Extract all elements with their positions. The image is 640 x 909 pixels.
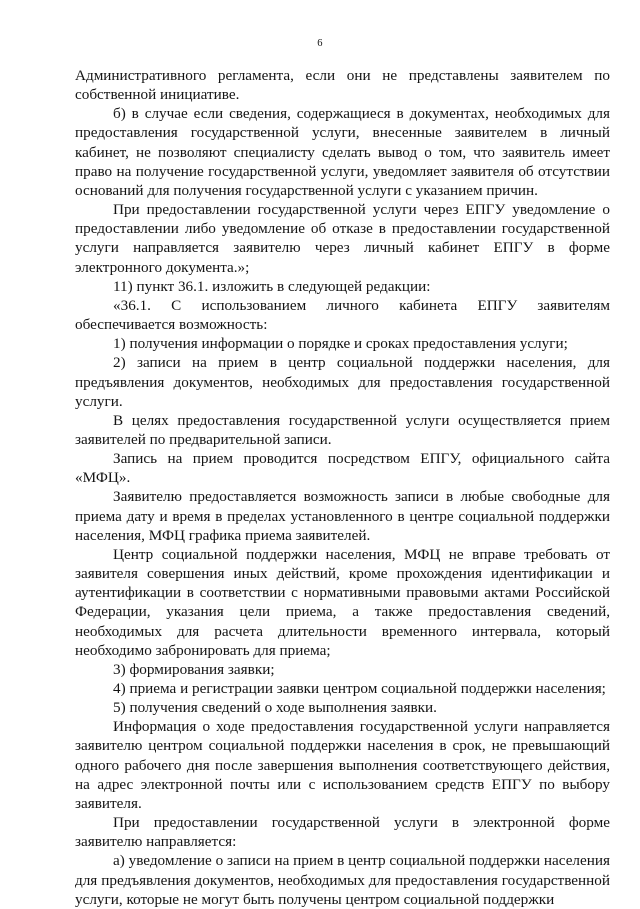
paragraph: б) в случае если сведения, содержащиеся в документах, необходимых для предоставления государственной услуги, внесенные заявителем в личный кабинет, не позволяют специалисту сделать вывод о том, что заявитель имеет право на получение государственной услуги, уведомляет заявителя об отсутствии оснований для получения государственной услуги с указанием причин. [75,105,610,199]
paragraph: «36.1. С использованием личного кабинета ЕПГУ заявителям обеспечивается возможность: [75,296,610,334]
document-body [75,66,610,909]
paragraph: а) уведомление о записи на прием в центр социальной поддержки населения для предъявления документов, необходимых для предоставления государственной услуги, которые не могут быть получены центром социальной поддержки [75,852,610,908]
paragraph: Информация о ходе предоставления государственной услуги направляется заявителю центром социальной поддержки населения в срок, не превышающий одного рабочего дня после завершения выполнения соответствующего действия, на адрес электронной почты или с использованием средств ЕПГУ по выбору заявителя. [75,718,610,812]
paragraph: 11) пункт 36.1. изложить в следующей редакции: [113,277,431,295]
paragraph: Центр социальной поддержки населения, МФЦ не вправе требовать от заявителя совершения иных действий, кроме прохождения идентификации и аутентификации в соответствии с нормативными правовыми актами Российской Федерации, указания цели приема, а также предоставления сведений, необходимых для расчета длительности временного интервала, который необходимо забронировать для приема; [75,545,610,659]
paragraph: Заявителю предоставляется возможность записи в любые свободные для приема дату и время в пределах установленного в центре социальной поддержки населения, МФЦ графика приема заявителей. [75,488,610,544]
paragraph: При предоставлении государственной услуги через ЕПГУ уведомление о предоставлении либо уведомление об отказе в предоставлении государственной услуги направляется заявителю через личный кабинет ЕПГУ в форме электронного документа.»; [75,201,610,276]
paragraph: 1) получения информации о порядке и сроках предоставления услуги; [113,335,568,353]
paragraph: 3) формирования заявки; [113,660,275,678]
paragraph: При предоставлении государственной услуги в электронной форме заявителю направляется: [75,814,610,851]
paragraph: 2) записи на прием в центр социальной поддержки населения, для предъявления документов, необходимых для предоставления государственной услуги. [75,354,610,410]
paragraph: В целях предоставления государственной услуги осуществляется прием заявителей по предварительной записи. [75,411,610,448]
paragraph: 4) приема и регистрации заявки центром социальной поддержки населения; [113,680,606,697]
paragraph: Запись на прием проводится посредством ЕПГУ, официального сайта «МФЦ». [75,450,610,487]
paragraph: Административного регламента, если они не представлены заявителем по собственной инициативе. [75,67,610,104]
page-number: 6 [317,38,323,49]
paragraph: 5) получения сведений о ходе выполнения заявки. [113,699,437,717]
